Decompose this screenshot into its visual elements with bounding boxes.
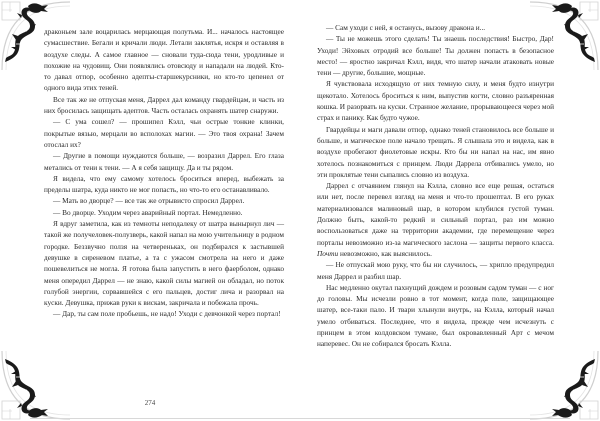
paragraph: — Мать во дворце? — все так же отрывисто спросил Даррел. [53,196,245,206]
paragraph: Гвардейцы и маги давали отпор, однако теней становилось все больше и больше, и магическое поле начало трещать. Я слышала это и видела, как в воздухе пробегают фиолетовые искры. Кто бы ни напал на нас, им явно хотелось познакомиться с принцем. Люди Даррела отбивались умело, но эти проклятые тени сыпались словно из воздуха. [317,124,554,179]
paragraph: Я вдруг заметила, как из темноты неподалеку от шатра вынырнул лич — такой же получеловек-полузверь, какой напал на мою учительницу в родном городке. Беззвучно ползя на четвереньках, он подбирался к застывшей девушке в сиреневом платье, а та с ужасом смотрела на него и даже пошевелиться не могла. Я готова была запустить в него фаерболом, однако меня опередил Даррел — не знаю, какой силы магией он обладал, но поток голубой энергии, сорвавшейся с его пальцев, достиг лича и разорвал на куски. Девушка, прижав руки к вискам, закричала и побежала прочь. [44,219,284,308]
dragon-icon [0,351,70,421]
right-page-text [317,22,554,350]
paragraph: — С ума сошел? — прошипел Кэлл, чьи острые тонкие клинки, покрытые вязью, мерцали во всполохах магии. — Это твоя охрана! Зачем отослал их? [44,117,284,149]
paragraph: — Не отпускай мою руку, что бы ни случилось, — хрипло предупредил меня Даррел и разбил шар. [317,260,554,281]
right-page [300,0,600,421]
paragraph: драконьем зале воцарилась мерцающая полутьма. И... началось настоящее сумасшествие. Бегали и кричали люди. Летали заклятья, искря и оставляя в воздухе следы. А самое главное — сновали туда-сюда тени, уродливые и похожие на чудовищ. Они появлялись отовсюду и нападали на людей. Кто-то давал отпор, особенно адепты-старшекурсники, но кто-то цепенел от одного вида этих теней. [44,27,284,93]
paragraph: Я видела, что ему самому хотелось броситься вперед, выбежать за пределы шатра, куда никто не мог попасть, но что-то его останавливало. [44,173,284,195]
paragraph: — Ты не можешь этого сделать! Ты знаешь последствия! Быстро, Дар! Уходи! Эйховых отродий все больше! Ты должен попасть в безопасное место! — яростно закричал Кэлл, видя, что шатер начали атаковать новые тени — другие, большие, мощные. [317,34,554,78]
page-edge [300,418,570,419]
page-number: 274 [144,399,156,407]
page-edge [30,418,300,419]
paragraph: Я чувствовала исходящую от них темную силу, и меня будто изнутри щекотало. Хотелось броситься к ним, выпустив когти, словно разъяренная кошка. И разорвать на куски. Странное желание, прорывающееся через мой страх и панику. Как будто чужое. [317,79,554,123]
paragraph: Нас медленно окутал пахнущий дождем и розовым садом туман — с ног до головы. Мы исчезли ровно в тот момент, когда поле, защищающее шатер, все-таки пало. И твари хлынули внутрь, на Кэлла, который начал умело отбиваться. Последнее, что я видела, прежде чем исчезнуть с принцем в этом колдовском тумане, был окровавленный Арт с мечом наперевес. Он не собирался бросать Кэлла. [317,282,554,349]
dragon-icon [530,351,600,421]
paragraph: — Во дворце. Уходим через аварийный портал. Немедленно. [53,207,243,217]
text-run: невозможно, как выяснилось. [338,248,432,258]
paragraph: — Другие в помощи нуждаются больше, — возразил Даррел. Его глаза метались от тени к тени. — А я себя защищу. Да и ты рядом. [44,151,284,172]
paragraph: Все так же не отпуская меня, Даррел дал команду гвардейцам, и часть из них бросилась защищать адептов. Часть осталась охранять шатер снаружи. [44,94,284,116]
left-page-text [44,26,284,320]
paragraph: — Сам уходи с ней, я останусь, вызову дракона и... [326,23,486,32]
text-run: Даррел с отчаянием глянул на Кэлла, словно все еще решая, остаться или нет, после перевел взгляд на меня и что-то прошептал. В его руках материализовался малиновый шар, в котором клубился густой туман. Должно быть, какой-то редкий и сильный портал, раз им можно воспользоваться даже на территории академии, где перемещение через порталы невозможно из-за магического заслона — защиты первого класса. [317,181,554,247]
emphasis-text: Почти [317,248,339,258]
paragraph [317,180,554,259]
paragraph: — Дар, ты сам поле пробьешь, не надо! Уходи с девчонкой через портал! [53,309,281,319]
